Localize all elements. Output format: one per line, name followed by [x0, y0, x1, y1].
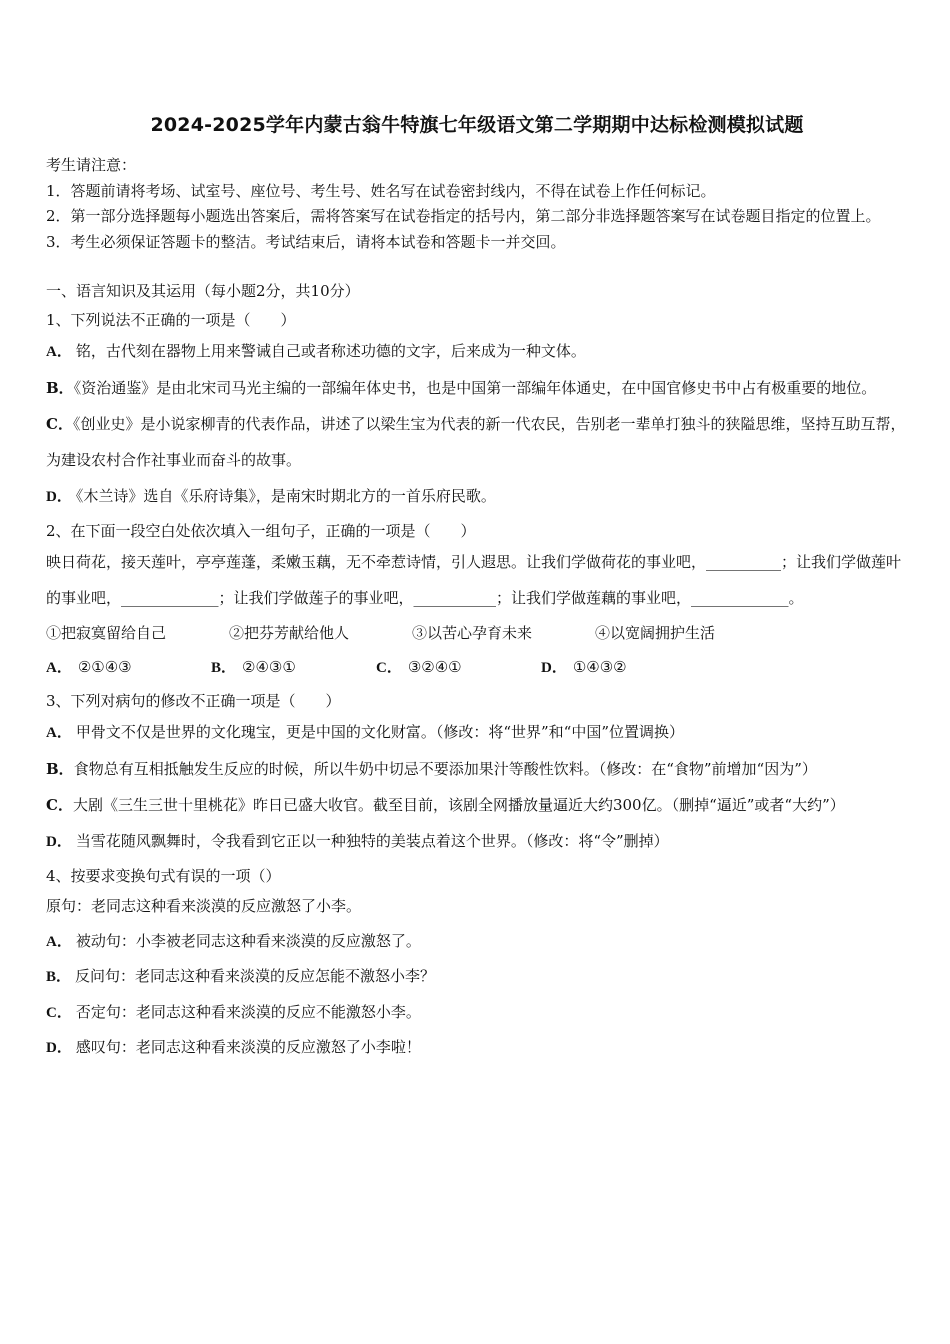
answer-options [46, 650, 908, 685]
question-4 [46, 864, 908, 1066]
option-label: D． [46, 834, 72, 850]
option-d [46, 823, 908, 860]
option-d [46, 1030, 908, 1066]
sentence-choices [46, 616, 908, 650]
option-a [46, 333, 908, 370]
question-2 [46, 519, 908, 685]
option-b [46, 751, 908, 787]
option-text: 当雪花随风飘舞时，令我看到它正以一种独特的美装点着这个世界。（修改：将“令”删掉） [75, 832, 669, 850]
option-label: B． [46, 969, 72, 985]
option-d [541, 650, 706, 685]
notice-item: 1．答题前请将考场、试室号、座位号、考生号、姓名写在试卷密封线内，不得在试卷上作任何标记。 [46, 181, 716, 200]
option-label: B． [211, 660, 237, 676]
question-1 [46, 308, 908, 515]
page-title: 2024-2025学年内蒙古翁牛特旗七年级语文第二学期期中达标检测模拟试题 [150, 114, 804, 136]
option-b [46, 370, 908, 406]
option-a [46, 924, 908, 960]
option-label: C． [376, 660, 402, 676]
option-c [376, 650, 541, 685]
option-b [211, 650, 376, 685]
choice-item: ④以宽阔拥护生活 [595, 624, 716, 642]
option-label: A． [46, 933, 72, 950]
option-text: 否定句：老同志这种看来淡漠的反应不能激怒小李。 [75, 1002, 421, 1021]
option-text: 甲骨文不仅是世界的文化瑰宝，更是中国的文化财富。（修改：将“世界”和“中国”位置调换） [75, 723, 685, 741]
option-c [46, 406, 908, 478]
option-text: 大剧《三生三世十里桃花》昨日已盛大收官。截至目前，该剧全网播放量逼近大约300亿。（删掉“逼近”或者“大约”） [72, 796, 845, 814]
option-text: 《创业史》是小说家柳青的代表作品，讲述了以梁生宝为代表的新一代农民，告别老一辈单打独斗的狭隘思维，坚持互助互帮，为建设农村合作社事业而奋斗的故事。 [46, 415, 906, 469]
notice-item: 2．第一部分选择题每小题选出答案后，需将答案写在试卷指定的括号内，第二部分非选择题答案写在试卷题目指定的位置上。 [46, 207, 881, 225]
option-label: A． [46, 725, 72, 741]
original-sentence: 原句：老同志这种看来淡漠的反应激怒了小李。 [46, 897, 362, 915]
option-text: ②④③① [242, 658, 296, 676]
option-label: A． [46, 344, 72, 360]
option-b [46, 959, 908, 995]
choice-item: ①把寂寞留给自己 [46, 624, 167, 642]
question-stem: 2、在下面一段空白处依次填入一组句子，正确的一项是（ ） [46, 522, 476, 540]
option-text: 被动句：小李被老同志这种看来淡漠的反应激怒了。 [75, 931, 421, 950]
question-stem: 1、下列说法不正确的一项是（ ） [46, 311, 296, 329]
option-text: 铭，古代刻在器物上用来警诫自己或者称述功德的文字，后来成为一种文体。 [75, 342, 586, 360]
question-passage: 映日荷花，接天莲叶，亭亭莲蓬，柔嫩玉藕，无不牵惹诗情，引人遐思。让我们学做荷花的事业吧，__________；让我们学做莲叶的事业吧，_____________；让我们学做莲子的事业吧，___________；让我们学做莲藕的事业吧，_____________。 [46, 553, 902, 607]
option-label: C． [46, 415, 73, 433]
notice-heading: 考生请注意： [46, 156, 137, 174]
option-label: A． [46, 660, 72, 676]
exam-page [46, 110, 908, 1066]
option-text: 《木兰诗》选自《乐府诗集》，是南宋时期北方的一首乐府民歌。 [75, 487, 496, 505]
option-label: D． [541, 660, 567, 676]
option-c [46, 995, 908, 1031]
option-a [46, 650, 211, 685]
question-stem: 3、下列对病句的修改不正确一项是（ ） [46, 692, 341, 710]
option-label: C． [46, 1004, 72, 1021]
choice-item: ②把芬芳献给他人 [229, 624, 350, 642]
option-text: 食物总有互相抵触发生反应的时候，所以牛奶中切忌不要添加果汁等酸性饮料。（修改：在“食物”前增加“因为”） [73, 760, 817, 778]
option-text: ③②④① [407, 658, 462, 676]
question-3 [46, 689, 908, 860]
option-text: 《资治通鉴》是由北宋司马光主编的一部编年体史书，也是中国第一部编年体通史，在中国官修史书中占有极重要的地位。 [73, 379, 877, 397]
option-label: C． [46, 796, 73, 814]
option-text: ②①④③ [77, 658, 132, 676]
option-text: ①④③② [572, 658, 627, 676]
option-a [46, 714, 908, 751]
option-text: 感叹句：老同志这种看来淡漠的反应激怒了小李啦！ [75, 1038, 421, 1056]
option-label: B． [46, 760, 74, 778]
option-d [46, 478, 908, 515]
section-title: 一、语言知识及其运用（每小题2分，共10分） [46, 282, 360, 300]
option-label: D． [46, 489, 72, 505]
notice-item: 3．考生必须保证答题卡的整洁。考试结束后，请将本试卷和答题卡一并交回。 [46, 232, 566, 251]
choice-item: ③以苦心孕育未来 [412, 624, 533, 642]
option-label: B． [46, 379, 74, 397]
option-text: 反问句：老同志这种看来淡漠的反应怎能不激怒小李？ [75, 967, 436, 985]
option-c [46, 787, 908, 823]
notice-block [46, 153, 908, 255]
option-label: D． [46, 1040, 72, 1056]
question-stem: 4、按要求变换句式有误的一项（） [46, 867, 281, 885]
